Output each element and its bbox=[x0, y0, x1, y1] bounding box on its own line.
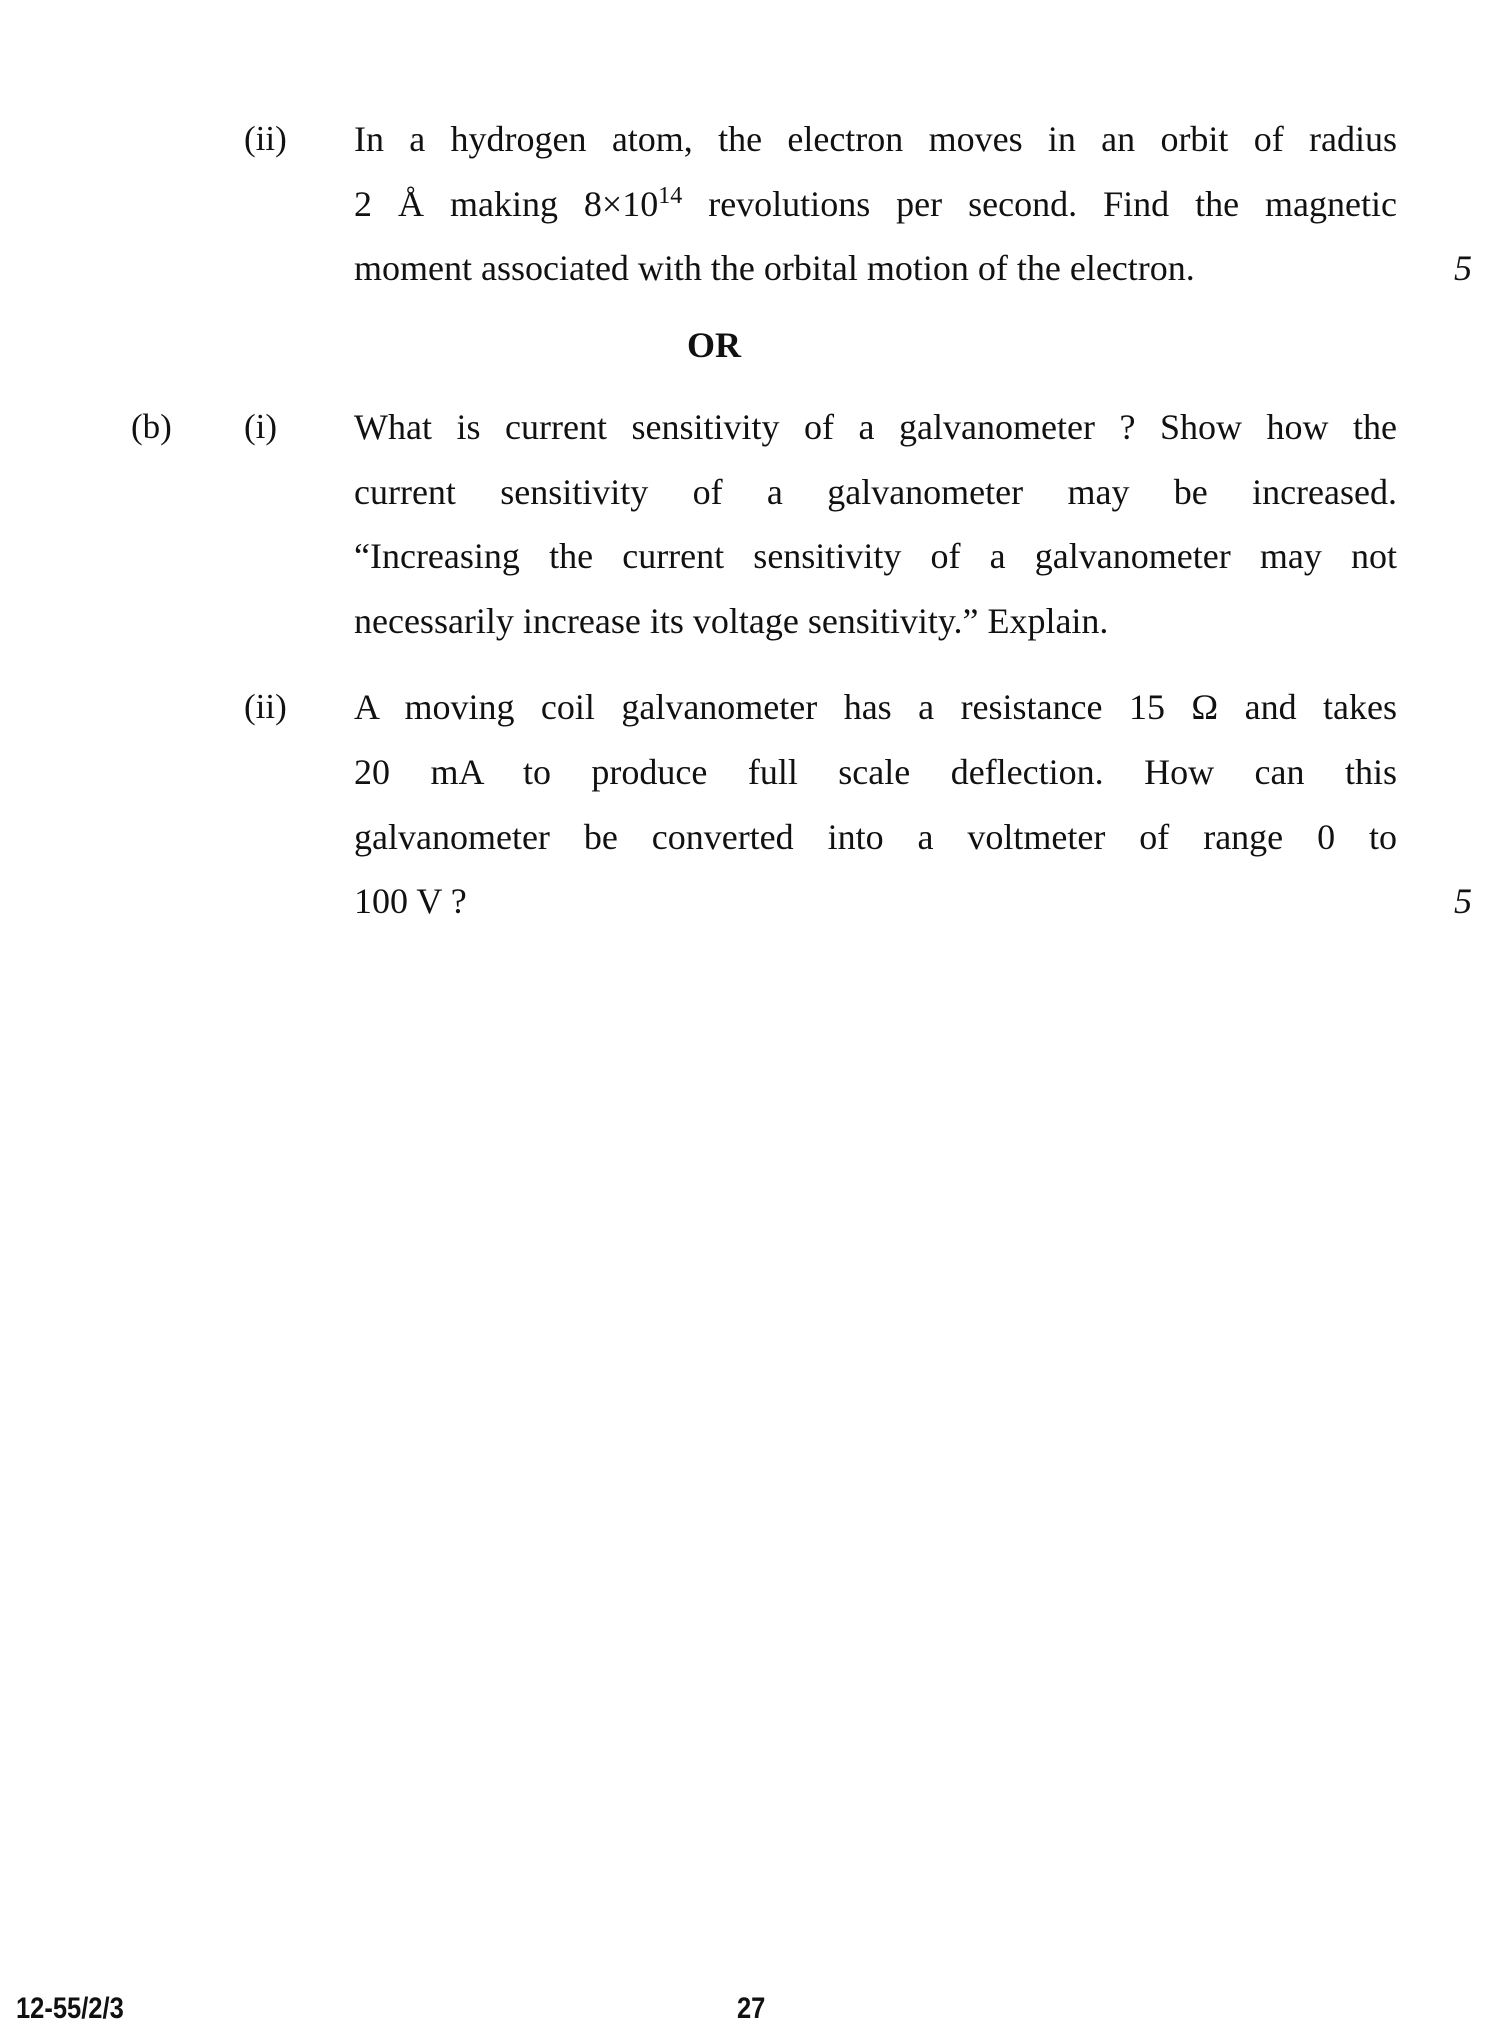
text-line: galvanometer be converted into a voltmeter of range 0 to bbox=[354, 817, 1397, 857]
text-line: moment associated with the orbital motion of the electron. bbox=[354, 248, 1195, 288]
text-part: 2 Å making 8×10 bbox=[354, 184, 659, 224]
or-separator: OR bbox=[687, 325, 741, 365]
paper-code: 12-55/2/3 bbox=[16, 1992, 124, 2025]
text-line: 20 mA to produce full scale deflection. How can this bbox=[354, 752, 1397, 792]
marks: 5 bbox=[1454, 248, 1472, 288]
sub-label: (ii) bbox=[244, 119, 287, 158]
sub-label: (i) bbox=[244, 407, 278, 446]
text-line: 100 V ? bbox=[354, 881, 467, 921]
question-label: (b) bbox=[131, 407, 172, 446]
marks: 5 bbox=[1454, 881, 1472, 921]
text-line: current sensitivity of a galvanometer may be increased. bbox=[354, 472, 1397, 512]
exponent: 14 bbox=[658, 183, 683, 209]
text-line: What is current sensitivity of a galvanometer ? Show how the bbox=[354, 407, 1397, 447]
text-line: “Increasing the current sensitivity of a galvanometer may not bbox=[354, 536, 1397, 576]
text-line: A moving coil galvanometer has a resistance 15 Ω and takes bbox=[354, 687, 1397, 727]
text-part: revolutions per second. Find the magnetic bbox=[682, 184, 1397, 224]
page-number: 27 bbox=[737, 1992, 766, 2025]
text-line: necessarily increase its voltage sensitivity.” Explain. bbox=[354, 601, 1109, 641]
text-line: In a hydrogen atom, the electron moves in an orbit of radius bbox=[354, 119, 1397, 159]
sub-label: (ii) bbox=[244, 687, 287, 726]
text-line bbox=[354, 172, 1397, 236]
